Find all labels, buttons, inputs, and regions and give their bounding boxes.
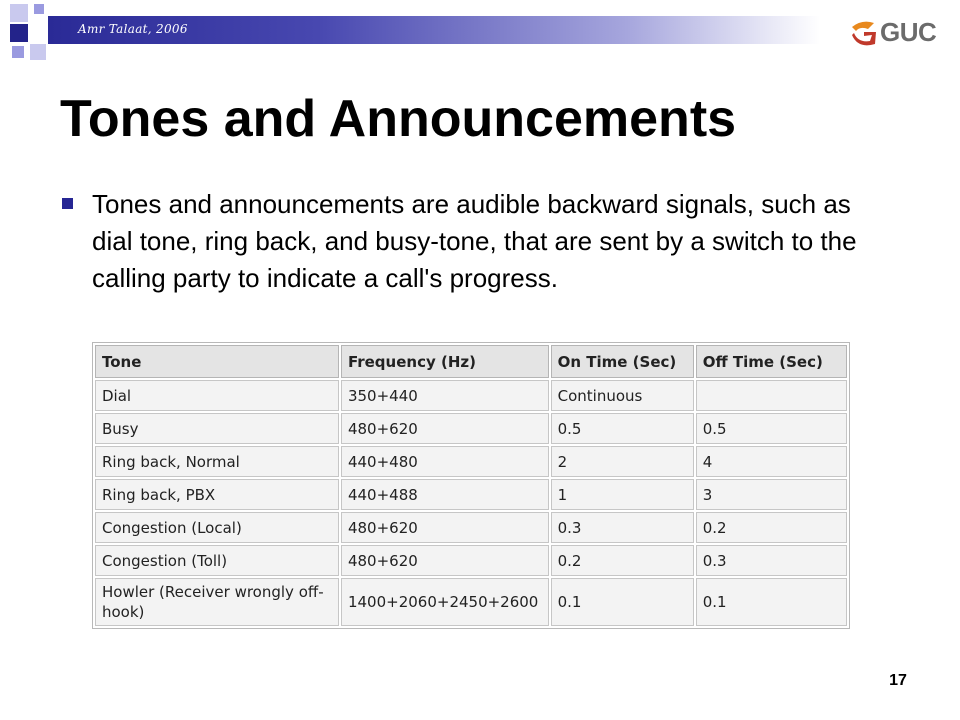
- column-header-on-time: On Time (Sec): [551, 345, 694, 378]
- cell-off-time: 0.1: [696, 578, 847, 626]
- guc-logo-icon: [848, 17, 878, 47]
- author-credit: Amr Talaat, 2006: [78, 22, 188, 36]
- table-header-row: [95, 345, 847, 378]
- cell-on-time: Continuous: [551, 380, 694, 411]
- table-row: [95, 446, 847, 477]
- table-row: [95, 413, 847, 444]
- cell-on-time: 0.1: [551, 578, 694, 626]
- cell-frequency: 1400+2060+2450+2600: [341, 578, 549, 626]
- decor-square: [30, 44, 46, 60]
- cell-frequency: 480+620: [341, 545, 549, 576]
- cell-off-time: 0.2: [696, 512, 847, 543]
- page-number: 17: [889, 672, 907, 689]
- cell-tone: Congestion (Toll): [95, 545, 339, 576]
- bullet-item: [60, 186, 860, 297]
- cell-off-time: 4: [696, 446, 847, 477]
- decor-square: [34, 4, 44, 14]
- cell-tone: Busy: [95, 413, 339, 444]
- slide-title: Tones and Announcements: [60, 90, 737, 148]
- cell-on-time: 2: [551, 446, 694, 477]
- cell-off-time: 0.5: [696, 413, 847, 444]
- tones-table: [92, 342, 850, 629]
- table-row: [95, 512, 847, 543]
- cell-on-time: 0.3: [551, 512, 694, 543]
- logo-text: GUC: [880, 16, 937, 47]
- cell-tone: Congestion (Local): [95, 512, 339, 543]
- column-header-frequency: Frequency (Hz): [341, 345, 549, 378]
- cell-tone: Ring back, Normal: [95, 446, 339, 477]
- column-header-tone: Tone: [95, 345, 339, 378]
- cell-frequency: 480+620: [341, 512, 549, 543]
- cell-frequency: 440+488: [341, 479, 549, 510]
- cell-on-time: 0.2: [551, 545, 694, 576]
- cell-off-time: [696, 380, 847, 411]
- table-row: [95, 479, 847, 510]
- column-header-off-time: Off Time (Sec): [696, 345, 847, 378]
- guc-logo: [848, 12, 944, 52]
- bullet-text: Tones and announcements are audible backward signals, such as dial tone, ring back, and busy-tone, that are sent by a switch to the calling party to indicate a call's progress.: [92, 189, 857, 293]
- cell-off-time: 3: [696, 479, 847, 510]
- decor-square: [10, 4, 28, 22]
- cell-tone: Dial: [95, 380, 339, 411]
- cell-frequency: 440+480: [341, 446, 549, 477]
- cell-on-time: 0.5: [551, 413, 694, 444]
- table-row: [95, 380, 847, 411]
- cell-tone: Ring back, PBX: [95, 479, 339, 510]
- cell-frequency: 350+440: [341, 380, 549, 411]
- cell-frequency: 480+620: [341, 413, 549, 444]
- cell-off-time: 0.3: [696, 545, 847, 576]
- cell-on-time: 1: [551, 479, 694, 510]
- table-row: [95, 545, 847, 576]
- table-row: [95, 578, 847, 626]
- decor-square: [12, 46, 24, 58]
- cell-tone: Howler (Receiver wrongly off-hook): [95, 578, 339, 626]
- square-bullet-icon: [62, 198, 73, 209]
- decor-square: [10, 24, 28, 42]
